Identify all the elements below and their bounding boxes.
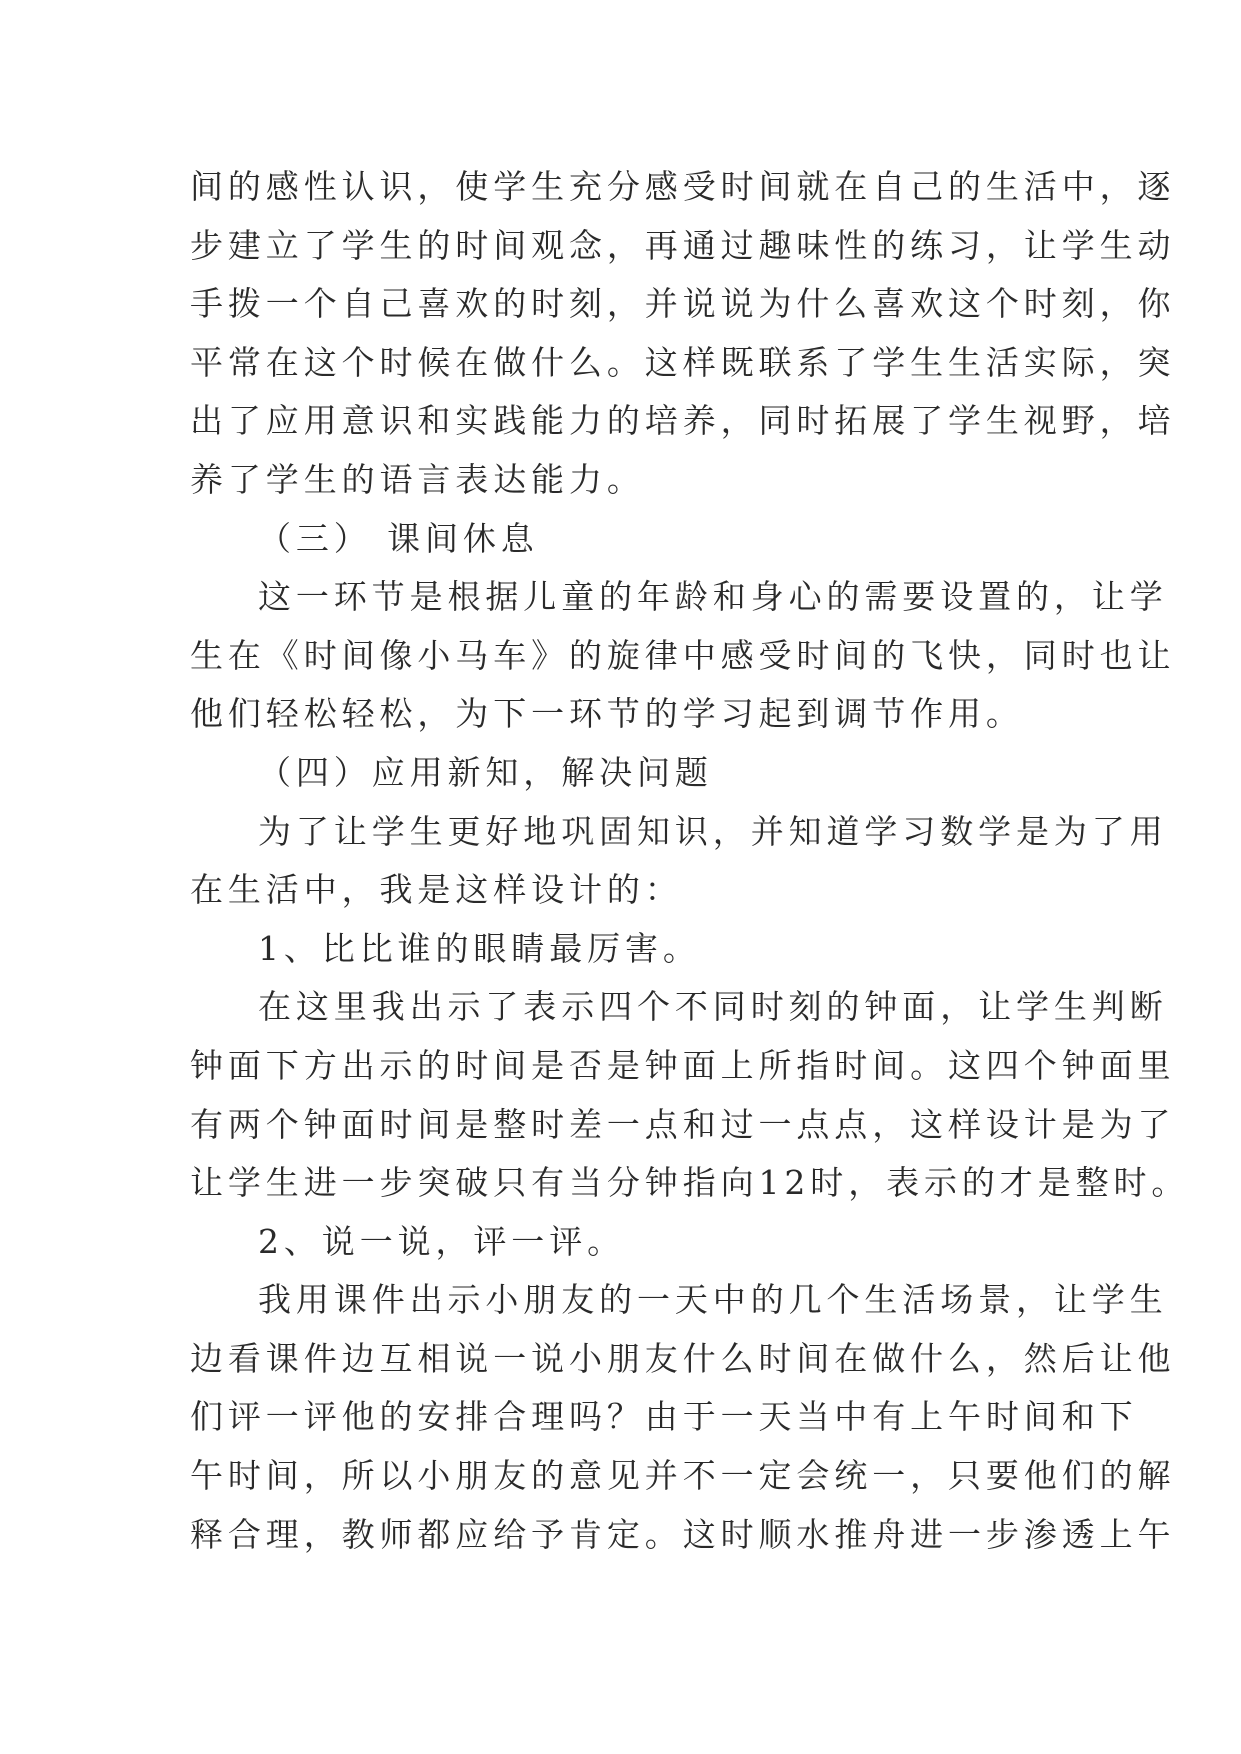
text-line: 为了让学生更好地巩固知识，并知道学习数学是为了用: [258, 811, 1168, 851]
text-line: 钟面下方出示的时间是否是钟面上所指时间。这四个钟面里: [190, 1045, 1176, 1085]
text-line: 在生活中，我是这样设计的：: [190, 870, 683, 910]
text-line: 我用课件出示小朋友的一天中的几个生活场景，让学生: [258, 1280, 1168, 1320]
text-line: 他们轻松轻松，为下一环节的学习起到调节作用。: [190, 694, 1024, 734]
document-body: [190, 158, 1190, 1564]
text-line: 有两个钟面时间是整时差一点和过一点点，这样设计是为了: [190, 1104, 1176, 1144]
text-line: 午时间，所以小朋友的意见并不一定会统一，只要他们的解: [190, 1456, 1176, 1496]
text-line: 释合理，教师都应给予肯定。这时顺水推舟进一步渗透上午: [190, 1514, 1176, 1554]
text-line: 手拨一个自己喜欢的时刻，并说说为什么喜欢这个时刻，你: [190, 284, 1176, 324]
text-line: 步建立了学生的时间观念，再通过趣味性的练习，让学生动: [190, 225, 1176, 265]
text-line: 在这里我出示了表示四个不同时刻的钟面，让学生判断: [258, 987, 1168, 1027]
text-line: 2、说一说，评一评。: [258, 1221, 625, 1261]
text-line: 1、比比谁的眼睛最厉害。: [258, 928, 701, 968]
text-line: 边看课件边互相说一说小朋友什么时间在做什么，然后让他: [190, 1338, 1176, 1378]
text-line: 这一环节是根据儿童的年龄和身心的需要设置的，让学: [258, 577, 1168, 617]
text-line: 让学生进一步突破只有当分钟指向12时，表示的才是整时。: [190, 1163, 1190, 1203]
text-line: 间的感性认识，使学生充分感受时间就在自己的生活中，逐: [190, 167, 1176, 206]
text-line: 出了应用意识和实践能力的培养，同时拓展了学生视野，培: [190, 401, 1176, 441]
text-line: 们评一评他的安排合理吗？由于一天当中有上午时间和下: [190, 1397, 1138, 1437]
text-line: 生在《时间像小马车》的旋律中感受时间的飞快，同时也让: [190, 635, 1176, 675]
text-line: 平常在这个时候在做什么。这样既联系了学生生活实际，突: [190, 342, 1176, 382]
text-line: （四）应用新知，解决问题: [258, 752, 713, 792]
text-line: （三） 课间休息: [258, 518, 539, 558]
text-line: 养了学生的语言表达能力。: [190, 459, 645, 499]
